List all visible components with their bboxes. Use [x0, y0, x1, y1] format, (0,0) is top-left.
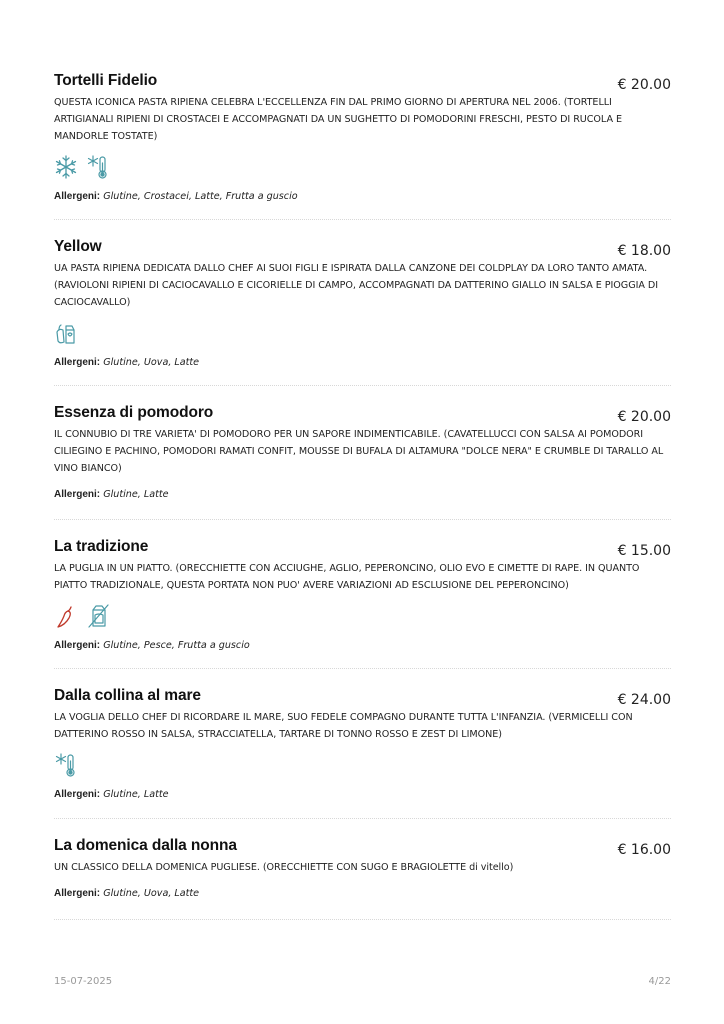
dish-description: LA VOGLIA DELLO CHEF DI RICORDARE IL MARE, SUO FEDELE COMPAGNO DURANTE TUTTA L'INFANZIA. (VERMICELLI CON DATTERINO ROSSO IN SALSA, STRACCIATELLA, TARTARE DI TONNO ROSSO E ZEST DI LIMONE) — [54, 712, 633, 740]
allergens-value: Glutine, Uova, Latte — [103, 888, 200, 899]
dish-description: LA PUGLIA IN UN PIATTO. (ORECCHIETTE CON ACCIUGHE, AGLIO, PEPERONCINO, OLIO EVO E CIMETTE DI RAPE. IN QUANTO PIATTO TRADIZIONALE, QUESTA PORTATA NON PUO' AVERE VARIAZIONI AD ESCLUSIONE DEL PEPERONCINO) — [54, 563, 640, 591]
allergens-value: Glutine, Uova, Latte — [103, 357, 200, 368]
dish-name: La tradizione — [54, 538, 149, 555]
dish-item — [54, 687, 671, 819]
dish-allergens — [54, 887, 671, 905]
dish-allergens — [54, 190, 671, 208]
allergens-value: Glutine, Crostacei, Latte, Frutta a guscio — [103, 191, 298, 202]
dish-price: € 16.00 — [617, 842, 671, 858]
snowflake-icon — [54, 154, 78, 180]
footer-date: 15-07-2025 — [54, 976, 113, 987]
dish-price: € 15.00 — [617, 543, 671, 559]
allergens-value: Glutine, Pesce, Frutta a guscio — [103, 640, 250, 651]
dish-icons — [54, 603, 671, 629]
dish-name: Tortelli Fidelio — [54, 72, 158, 89]
dish-allergens — [54, 356, 671, 374]
allergens-value: Glutine, Latte — [103, 489, 169, 500]
dish-item — [54, 837, 671, 920]
allergens-value: Glutine, Latte — [103, 789, 169, 800]
dish-item — [54, 72, 671, 220]
dish-icons — [54, 320, 671, 346]
dish-description: IL CONNUBIO DI TRE VARIETA' DI POMODORO PER UN SAPORE INDIMENTICABILE. (CAVATELLUCCI CON SALSA AI POMODORI CILIEGINO E PACHINO, POMODORI RAMATI CONFIT, MOUSSE DI BUFALA DI ALTAMURA "DOLCE NERA" E CRUMBLE DI TARALLO AL VINO BIANCO) — [54, 429, 664, 474]
dish-description: UN CLASSICO DELLA DOMENICA PUGLIESE. (ORECCHIETTE CON SUGO E BRAGIOLETTE di vitello) — [54, 862, 514, 873]
allergens-label: Allergeni: — [54, 357, 101, 368]
dish-item — [54, 238, 671, 386]
allergens-label: Allergeni: — [54, 489, 101, 500]
dish-icons — [54, 154, 671, 180]
vegetarian-icon — [54, 320, 78, 346]
dish-name: Yellow — [54, 238, 102, 255]
lactose-free-icon — [86, 603, 110, 629]
dish-description: UA PASTA RIPIENA DEDICATA DALLO CHEF AI SUOI FIGLI E ISPIRATA DALLA CANZONE DEI COLDPLAY DA LORO TANTO AMATA. (RAVIOLONI RIPIENI DI CACIOCAVALLO E CICORIELLE DI CAMPO, ACCOMPAGNATI DA DATTERINO GIALLO IN SALSA E PIOGGIA DI CACIOCAVALLO) — [54, 263, 658, 308]
frozen-thermometer-icon — [86, 154, 110, 180]
allergens-label: Allergeni: — [54, 191, 101, 202]
footer-page-number: 4/22 — [648, 976, 671, 987]
dish-name: Dalla collina al mare — [54, 687, 201, 704]
menu-page — [54, 0, 671, 1024]
frozen-thermometer-icon — [54, 752, 78, 778]
dish-price: € 20.00 — [617, 77, 671, 93]
dish-item — [54, 538, 671, 669]
dish-name: La domenica dalla nonna — [54, 837, 237, 854]
allergens-label: Allergeni: — [54, 888, 101, 899]
allergens-label: Allergeni: — [54, 640, 101, 651]
dish-name: Essenza di pomodoro — [54, 404, 214, 421]
dish-allergens — [54, 488, 671, 506]
dish-item — [54, 404, 671, 520]
chili-pepper-icon — [54, 603, 78, 629]
dish-allergens — [54, 639, 671, 657]
allergens-label: Allergeni: — [54, 789, 101, 800]
dish-description: QUESTA ICONICA PASTA RIPIENA CELEBRA L'ECCELLENZA FIN DAL PRIMO GIORNO DI APERTURA NEL 2006. (TORTELLI ARTIGIANALI RIPIENI DI CROSTACEI E ACCOMPAGNATI DA UN SUGHETTO DI POMODORINI FRESCHI, PESTO DI RUCOLA E MANDORLE TOSTATE) — [54, 97, 622, 142]
dish-icons — [54, 752, 671, 778]
dish-price: € 24.00 — [617, 692, 671, 708]
dish-price: € 18.00 — [617, 243, 671, 259]
dish-price: € 20.00 — [617, 409, 671, 425]
dish-allergens — [54, 788, 671, 806]
